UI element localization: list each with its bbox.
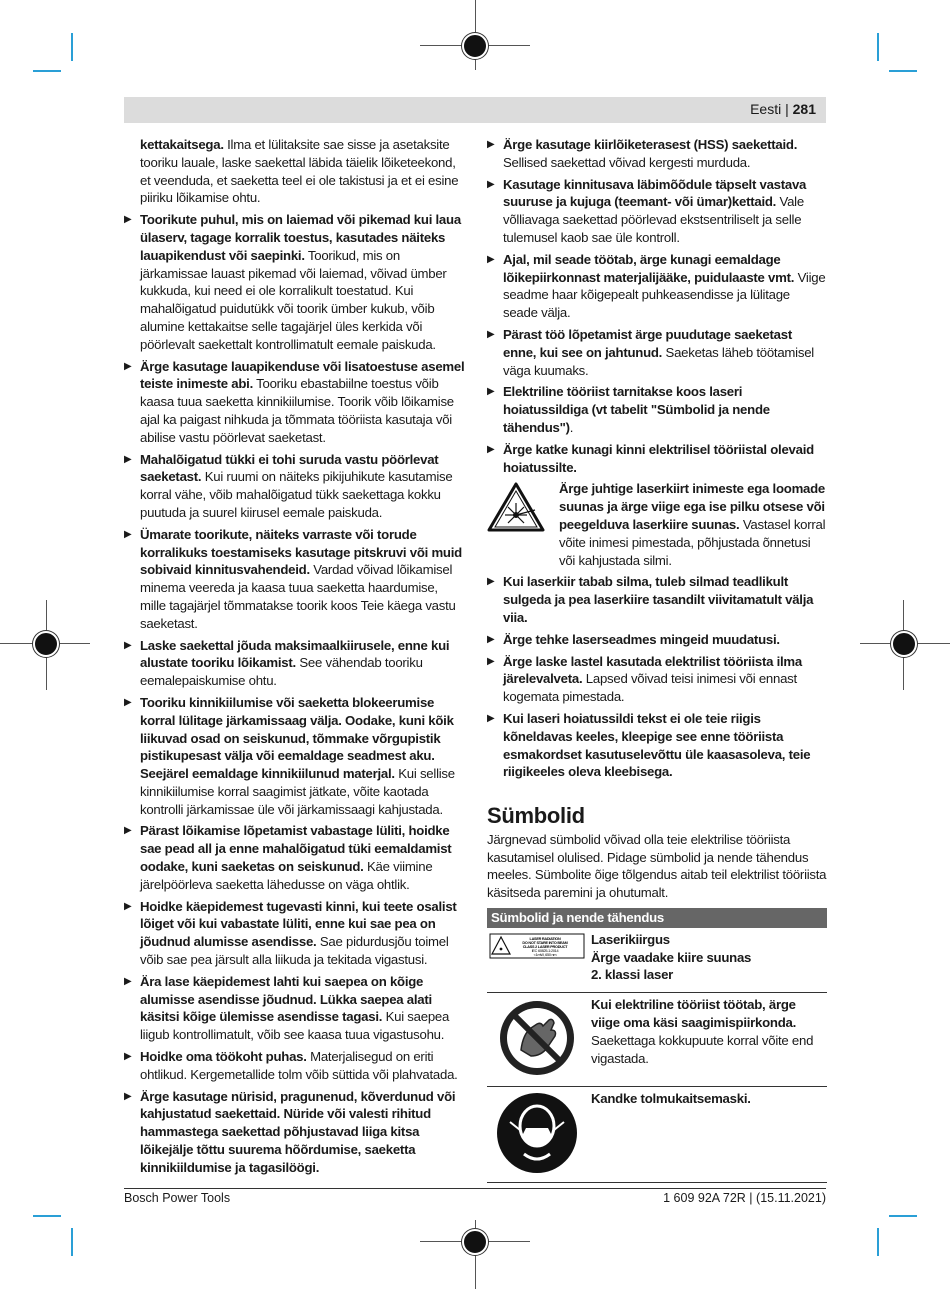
item-text: Kui saepea liigub kontrollimatult, võib see kaasa tuua vigastusohu. xyxy=(140,1009,450,1043)
item-bold: Kasutage kinnitusava läbimõõdule täpselt vastava suuruse ja kujuga (teemant- või ümar)kettaid. xyxy=(503,176,807,210)
safety-item xyxy=(124,898,466,969)
page-number: 281 xyxy=(792,101,816,117)
item-bold: Ära lase käepidemest lahti kui saepea on kõige alumisse asendisse jõudnud. Lükka saepea alati käsitsi kõige ülemisse asendisse tagasi. xyxy=(140,973,432,1025)
bullet-icon: ▶ xyxy=(487,178,495,190)
crop-mark xyxy=(877,33,879,61)
laser-label-line: IEC 60825-1:2014 xyxy=(531,948,559,953)
item-text: Kui sellise kinnikiilumise korral saagimist jätkate, võite kaotada kontrolli järkamissae üle või järkamissaagi kahjustada. xyxy=(140,766,455,817)
laser-label-line: LASER RADIATION xyxy=(529,936,561,941)
symbol-line: Ärge vaadake kiire suunas xyxy=(591,949,752,965)
item-bold: Ärge kasutage kiirlõiketerasest (HSS) saekettaid. xyxy=(503,137,798,152)
symbol-description xyxy=(587,996,827,1078)
bullet-icon: ▶ xyxy=(124,639,132,651)
symbol-bold: Kui elektriline tööriist töötab, ärge viige oma käsi saagimispiirkonda. xyxy=(591,997,797,1031)
safety-item xyxy=(124,973,466,1044)
registration-mark xyxy=(33,631,59,657)
safety-item xyxy=(487,653,827,706)
warning-bold: Ärge juhtige laserkiirt inimeste ega loomade suunas ja ärge viige ega ise pilku otsese või peegelduva laserkiire suunas. xyxy=(559,481,826,532)
bullet-icon: ▶ xyxy=(124,1051,132,1063)
page-header xyxy=(124,97,826,123)
safety-item xyxy=(124,358,466,447)
item-text: Tooriku ebastabiilne toestus võib kaasa tuua saeketta kinnikiilumise. Toorik võib lõikamise ajal ka paigast nihkuda ja tõmmata tööriista kasutaja või abilise vastu pöörlevat saeketast. xyxy=(140,376,454,445)
item-bold: Ärge laske lastel kasutada elektrilist tööriista ilma järelevalveta. xyxy=(503,653,802,687)
paragraph-bold: kettakaitsega. xyxy=(140,137,224,152)
crop-mark xyxy=(877,1228,879,1256)
safety-item xyxy=(124,694,466,819)
registration-mark xyxy=(462,1229,488,1255)
laser-warning-text xyxy=(547,480,827,569)
bullet-icon: ▶ xyxy=(124,360,132,372)
footer-doc-number: 1 609 92A 72R | (15.11.2021) xyxy=(663,1191,826,1205)
bullet-icon: ▶ xyxy=(487,633,495,645)
bullet-icon: ▶ xyxy=(124,528,132,540)
paragraph-text: Ilma et lülitaksite sae sisse ja asetaksite tooriku lauale, laske saekettal läbida täielik lõiketeekond, et veenduda, et saeketta teel ei ole takistusi ja et ei esine piiriku lõikamise ohtu. xyxy=(140,137,459,206)
safety-item xyxy=(487,326,827,379)
section-intro: Järgnevad sümbolid võivad olla teie elektrilise tööriista kasutamisel olulised. Pidage sümbolid ja nende tähendus meeles. Sümbolite õige tõlgendus aitab teil elektrilist tööriista käsitseda paremini ja ohutumalt. xyxy=(487,831,827,901)
crop-mark xyxy=(71,33,73,61)
item-bold: Pärast lõikamise lõpetamist vabastage lüliti, hoidke sae pead all ja enne mahalõigatud tüki eemaldamist oodake, kuni saeketas on seiskunud. xyxy=(140,823,452,875)
safety-item xyxy=(124,822,466,893)
bullet-icon: ▶ xyxy=(124,696,132,708)
bullet-icon: ▶ xyxy=(487,443,495,455)
bullet-icon: ▶ xyxy=(487,253,495,265)
item-text: Kui ruumi on näiteks pikijuhikute kasutamise korral vähe, võib mahalõigatud tükk saekettaga kokku puutuda ja suurel kiirusel eemale paiskuda. xyxy=(140,469,453,520)
laser-label-icon xyxy=(487,931,587,984)
header-language: Eesti xyxy=(750,101,782,117)
symbol-row-hands xyxy=(487,993,827,1087)
item-bold: Laske saekettal jõuda maksimaalkiirusele, enne kui alustate tooriku lõikamist. xyxy=(140,637,450,671)
item-bold: Tooriku kinnikiilumise või saeketta blokeerumise korral lülitage järkamissaag välja. Oodake, kuni kõik liikuvad osad on seiskunud, tõmmake võrgupistik pistikupesast välja või eemaldage seadmest aku. Seejärel eemaldage kinnikiilunud materjal. xyxy=(140,694,454,782)
laser-warning-icon xyxy=(487,480,547,569)
continuation-paragraph xyxy=(140,136,466,207)
laser-label-line: <1mW, 650 nm xyxy=(533,952,557,957)
laser-label-line: DO NOT STARE INTO BEAM xyxy=(522,940,568,945)
bullet-icon: ▶ xyxy=(124,453,132,465)
bullet-icon: ▶ xyxy=(124,900,132,912)
item-text: Sae pidurdusjõu toimel võib sae pea järsult alla liikuda ja tekitada vigastusi. xyxy=(140,934,449,968)
laser-label-line: CLASS 2 LASER PRODUCT xyxy=(522,944,568,949)
warning-text: Vastasel korral võite inimesi pimestada, põhjustada õnnetusi või kahjustada silmi. xyxy=(559,516,826,568)
bullet-icon: ▶ xyxy=(487,655,495,667)
bullet-icon: ▶ xyxy=(487,328,495,340)
item-bold: Kui laseri hoiatussildi tekst ei ole teie riigis kõneldavas keeles, kleepige see enne tööriista esmakordset kasutuselevõttu üle kaasasoleva, teie riigikeeles oleva kleebisega. xyxy=(503,710,811,780)
item-bold: Kui laserkiir tabab silma, tuleb silmad teadlikult sulgeda ja pea laserkiire tasandilt viivitamatult välja viia. xyxy=(503,574,814,625)
bullet-icon: ▶ xyxy=(124,1090,132,1102)
item-bold: Elektriline tööriist tarnitakse koos laseri hoiatussildiga (vt tabelit "Sümbolid ja nende tähendus") xyxy=(503,384,770,435)
symbol-line: Laserikiirgus xyxy=(591,931,670,947)
item-text: Vale võlliavaga saekettad pöörlevad ekstsentriliselt ja selle tulemusel kaob sae üle kontroll. xyxy=(503,194,804,245)
left-safety-list xyxy=(124,211,466,1176)
bullet-icon: ▶ xyxy=(487,386,495,398)
safety-item xyxy=(487,631,827,649)
symbol-bold: Kandke tolmukaitsemaski. xyxy=(591,1091,751,1107)
bullet-icon: ▶ xyxy=(487,139,495,150)
no-hands-icon xyxy=(487,996,587,1078)
safety-item xyxy=(487,176,827,247)
item-bold: Ümarate toorikute, näiteks varraste või torude korralikuks toestamiseks kasutage pitskruvi või muid sobivaid kinnitusvahendeid. xyxy=(140,526,462,578)
safety-item xyxy=(487,710,827,781)
item-text: Vardad võivad lõikamisel minema veereda ja kaasa tuua saeketta haardumise, mille tagajärjel tõmmatakse toorik koos Teie käega vastu saeketast. xyxy=(140,562,456,631)
item-text: Lapsed võivad teisi inimesi või ennast kogemata pimestada. xyxy=(503,671,797,705)
item-text: Materjalisegud on eriti ohtlikud. Kergemetallide tolm võib süttida või plahvatada. xyxy=(140,1049,458,1082)
registration-mark xyxy=(462,33,488,59)
header-text xyxy=(750,101,816,117)
item-bold: Toorikute puhul, mis on laiemad või pikemad kui laua ülaserv, tagage korralik toestus, kasutades näiteks lauapikendust või saepinki. xyxy=(140,212,461,263)
symbol-description xyxy=(587,931,827,984)
safety-item xyxy=(487,573,827,626)
footer-brand: Bosch Power Tools xyxy=(124,1191,231,1205)
dust-mask-icon xyxy=(487,1090,587,1174)
item-bold: Hoidke oma töökoht puhas. xyxy=(140,1049,307,1065)
symbols-table-header: Sümbolid ja nende tähendus xyxy=(487,908,827,928)
footer-rule xyxy=(124,1188,826,1189)
safety-item xyxy=(487,441,827,477)
safety-item xyxy=(487,251,827,322)
bullet-icon: ▶ xyxy=(487,712,495,724)
item-text: Sellised saekettad võivad kergesti murduda. xyxy=(503,154,751,170)
laser-label-svg xyxy=(489,933,585,959)
bullet-icon: ▶ xyxy=(124,825,132,837)
left-column xyxy=(124,136,466,1181)
registration-mark xyxy=(891,631,917,657)
item-bold: Pärast töö lõpetamist ärge puudutage saeketast enne, kui see on jahtunud. xyxy=(503,326,792,360)
section-title: Sümbolid xyxy=(487,803,585,829)
item-bold: Ärge kasutage lauapikenduse või lisatoestuse asemel teiste inimeste abi. xyxy=(140,358,465,392)
crop-mark xyxy=(889,1215,917,1217)
crop-mark xyxy=(33,70,61,72)
item-bold: Mahalõigatud tükki ei tohi suruda vastu pöörlevat saeketast. xyxy=(140,451,439,485)
safety-item xyxy=(124,637,466,690)
right-safety-list xyxy=(487,136,827,476)
symbol-row-mask xyxy=(487,1087,827,1183)
safety-item xyxy=(124,1048,466,1084)
bullet-icon: ▶ xyxy=(487,576,495,588)
symbol-description xyxy=(587,1090,827,1174)
laser-warning-block xyxy=(487,480,827,569)
safety-item xyxy=(124,211,466,353)
symbol-line: 2. klassi laser xyxy=(591,967,674,983)
item-text: Käe viimine järelpöörleva saeketta lähedusse on väga ohtlik. xyxy=(140,859,433,892)
item-text: . xyxy=(569,419,574,435)
item-bold: Ärge kasutage nürisid, pragunenud, kõverdunud või kahjustatud saekettaid. Nüride või valesti rihitud hammastega saekettad põhjustavad liiga kitsa lõikejälje tõttu suurema hõõrdumise, saeketta kinnikiildumise ja tagasilöögi. xyxy=(140,1088,456,1175)
crop-mark xyxy=(71,1228,73,1256)
item-bold: Ärge katke kunagi kinni elektrilisel tööriistal olevaid hoiatussilte. xyxy=(503,441,814,475)
item-bold: Ärge tehke laserseadmes mingeid muudatusi. xyxy=(503,631,780,647)
safety-item xyxy=(124,526,466,633)
safety-item xyxy=(124,451,466,522)
crop-mark xyxy=(889,70,917,72)
item-bold: Ajal, mil seade töötab, ärge kunagi eemaldage lõikepiirkonnast materjalijääke, puidulaaste vmt. xyxy=(503,251,795,285)
safety-item xyxy=(124,1088,466,1177)
bullet-icon: ▶ xyxy=(124,975,132,987)
crop-mark xyxy=(33,1215,61,1217)
item-text: Toorikud, mis on järkamissae lauast pikemad või laiemad, võivad ümber kukkuda, kui need ei ole korralikult toestatud. Kui mahalõigatud puidutükk või toorik ümber kukub, võib alumine kettakaitse selle tagajärjel üles kerkida või pöörlevalt saekettalt kontrollimatult eemale paiskuda. xyxy=(140,247,447,352)
item-text: Viige seadme haar kõigepealt puhkeasendisse ja lülitage seade välja. xyxy=(503,269,826,321)
header-separator: | xyxy=(785,101,789,117)
symbol-row-laser xyxy=(487,928,827,993)
bullet-icon: ▶ xyxy=(124,214,132,226)
safety-item xyxy=(487,136,827,172)
right-safety-list-2 xyxy=(487,573,827,781)
right-column xyxy=(487,136,827,1183)
item-bold: Hoidke käepidemest tugevasti kinni, kui teete osalist lõiget või kui vabastate lüliti, enne kui sae pea on jõudnud alumisse asendisse. xyxy=(140,898,457,950)
item-text: Saeketas läheb töötamisel väga kuumaks. xyxy=(503,344,814,378)
item-text: See vähendab tooriku eemalepaiskumise ohtu. xyxy=(140,655,423,689)
safety-item xyxy=(487,383,827,436)
symbol-text: Saekettaga kokkupuute korral võite end vigastada. xyxy=(591,1032,814,1066)
